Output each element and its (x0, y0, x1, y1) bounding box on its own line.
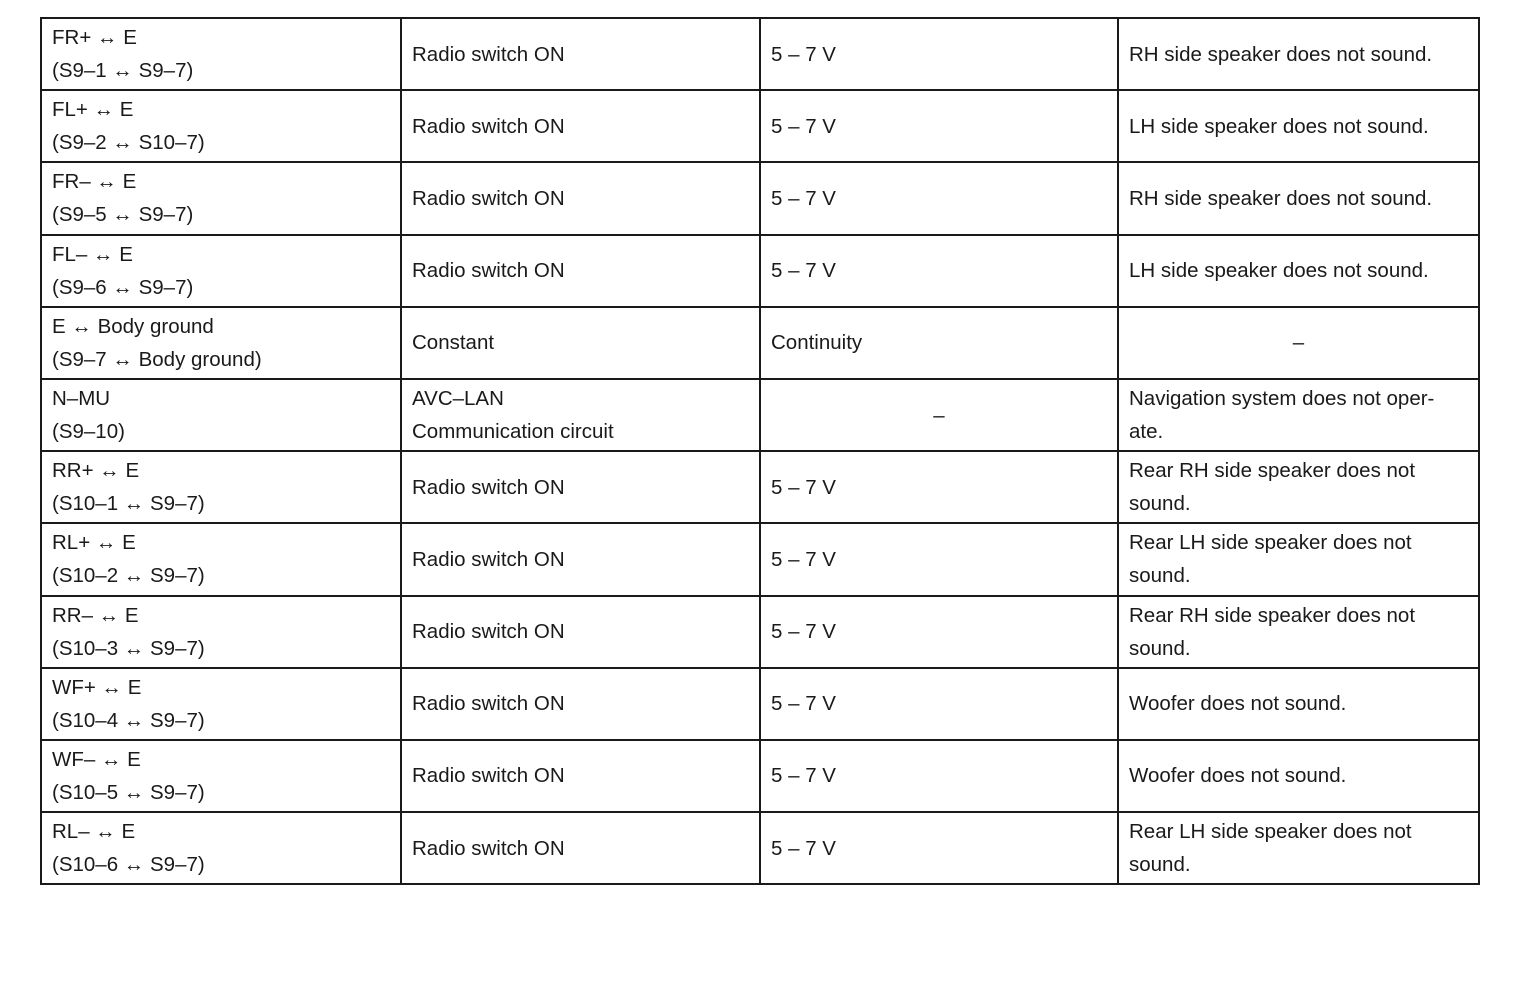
condition-text: Radio switch ON (412, 836, 565, 860)
terminal-symbol: RL– ↔ E (52, 820, 136, 844)
diagnosis-text-line2: ate. (1129, 420, 1164, 444)
diagnosis-text: Rear LH side speaker does not (1129, 531, 1412, 555)
table-row (41, 740, 1479, 812)
terminal-symbol: FR+ ↔ E (52, 26, 137, 50)
condition-cell (401, 235, 760, 307)
terminal-symbol: FL– ↔ E (52, 242, 133, 266)
terminal-cell (41, 812, 401, 884)
diagnosis-cell (1118, 162, 1479, 234)
diagnosis-text: – (1292, 331, 1305, 355)
terminal-cell (41, 523, 401, 595)
terminal-cell (41, 451, 401, 523)
condition-text: Radio switch ON (412, 186, 565, 210)
terminal-symbol: WF+ ↔ E (52, 675, 142, 699)
specified-condition-cell (760, 812, 1118, 884)
specified-condition-cell (760, 451, 1118, 523)
condition-text: Radio switch ON (412, 547, 565, 571)
diagnosis-text: RH side speaker does not sound. (1129, 42, 1433, 66)
terminal-number: (S10–3 ↔ S9–7) (52, 636, 205, 660)
terminal-number: (S9–2 ↔ S10–7) (52, 131, 205, 155)
condition-cell (401, 668, 760, 740)
specified-condition-text: 5 – 7 V (771, 836, 836, 860)
specified-condition-cell (760, 307, 1118, 379)
terminal-number: (S9–1 ↔ S9–7) (52, 59, 194, 83)
diagnosis-cell (1118, 523, 1479, 595)
terminal-number: (S10–4 ↔ S9–7) (52, 708, 205, 732)
diagnosis-text: Rear RH side speaker does not (1129, 459, 1416, 483)
diagnosis-cell (1118, 668, 1479, 740)
specified-condition-cell (760, 668, 1118, 740)
terminal-cell (41, 740, 401, 812)
terminal-symbol: RR+ ↔ E (52, 459, 140, 483)
table (40, 17, 1480, 885)
condition-text: Radio switch ON (412, 692, 565, 716)
terminal-cell (41, 379, 401, 451)
condition-cell (401, 307, 760, 379)
terminal-symbol: FR– ↔ E (52, 170, 137, 194)
condition-text: AVC–LAN (412, 387, 504, 411)
table-row (41, 307, 1479, 379)
specified-condition-text: 5 – 7 V (771, 764, 836, 788)
condition-text: Radio switch ON (412, 475, 565, 499)
condition-cell (401, 18, 760, 90)
table-row (41, 451, 1479, 523)
terminal-number: (S9–6 ↔ S9–7) (52, 275, 194, 299)
terminal-inspection-table (40, 17, 1478, 885)
table-row (41, 235, 1479, 307)
specified-condition-text: 5 – 7 V (771, 547, 836, 571)
terminal-cell (41, 18, 401, 90)
terminal-number: (S10–5 ↔ S9–7) (52, 780, 205, 804)
diagnosis-cell (1118, 307, 1479, 379)
condition-text: Constant (412, 331, 495, 355)
diagnosis-cell (1118, 379, 1479, 451)
specified-condition-cell (760, 235, 1118, 307)
terminal-symbol: WF– ↔ E (52, 747, 141, 771)
diagnosis-cell (1118, 740, 1479, 812)
diagnosis-cell (1118, 812, 1479, 884)
diagnosis-text-line2: sound. (1129, 853, 1191, 877)
condition-cell (401, 451, 760, 523)
diagnosis-text: LH side speaker does not sound. (1129, 114, 1429, 138)
diagnosis-cell (1118, 90, 1479, 162)
table-row (41, 812, 1479, 884)
specified-condition-text: 5 – 7 V (771, 114, 836, 138)
diagnosis-text: Rear LH side speaker does not (1129, 820, 1412, 844)
terminal-cell (41, 90, 401, 162)
condition-cell (401, 812, 760, 884)
diagnosis-cell (1118, 451, 1479, 523)
table-row (41, 162, 1479, 234)
terminal-symbol: RL+ ↔ E (52, 531, 136, 555)
diagnosis-text: RH side speaker does not sound. (1129, 186, 1433, 210)
diagnosis-text-line2: sound. (1129, 564, 1191, 588)
diagnosis-cell (1118, 18, 1479, 90)
condition-cell (401, 90, 760, 162)
table-row (41, 18, 1479, 90)
condition-text: Radio switch ON (412, 42, 565, 66)
specified-condition-cell (760, 740, 1118, 812)
condition-text: Radio switch ON (412, 764, 565, 788)
table-body (41, 18, 1479, 884)
terminal-symbol: E ↔ Body ground (52, 314, 214, 338)
table-row (41, 90, 1479, 162)
terminal-cell (41, 596, 401, 668)
terminal-number: (S10–1 ↔ S9–7) (52, 492, 205, 516)
terminal-cell (41, 235, 401, 307)
terminal-number: (S10–2 ↔ S9–7) (52, 564, 205, 588)
specified-condition-text: 5 – 7 V (771, 186, 836, 210)
diagnosis-text: Woofer does not sound. (1129, 692, 1347, 716)
diagnosis-text-line2: sound. (1129, 492, 1191, 516)
terminal-number: (S9–10) (52, 420, 125, 444)
terminal-number: (S9–5 ↔ S9–7) (52, 203, 194, 227)
specified-condition-text: 5 – 7 V (771, 692, 836, 716)
condition-cell (401, 596, 760, 668)
terminal-symbol: FL+ ↔ E (52, 98, 134, 122)
specified-condition-cell (760, 379, 1118, 451)
specified-condition-text: – (933, 403, 945, 427)
terminal-symbol: N–MU (52, 387, 111, 411)
specified-condition-cell (760, 596, 1118, 668)
specified-condition-text: Continuity (771, 331, 863, 355)
terminal-symbol: RR– ↔ E (52, 603, 139, 627)
diagnosis-text: Woofer does not sound. (1129, 764, 1347, 788)
diagnosis-text: LH side speaker does not sound. (1129, 259, 1429, 283)
diagnosis-cell (1118, 235, 1479, 307)
table-row (41, 379, 1479, 451)
specified-condition-text: 5 – 7 V (771, 259, 836, 283)
terminal-cell (41, 307, 401, 379)
diagnosis-text: Rear RH side speaker does not (1129, 603, 1416, 627)
terminal-cell (41, 162, 401, 234)
specified-condition-cell (760, 90, 1118, 162)
specified-condition-cell (760, 162, 1118, 234)
specified-condition-text: 5 – 7 V (771, 475, 836, 499)
condition-text-line2: Communication circuit (412, 420, 614, 444)
diagnosis-text-line2: sound. (1129, 636, 1191, 660)
table-row (41, 523, 1479, 595)
terminal-number: (S9–7 ↔ Body ground) (52, 347, 262, 371)
terminal-cell (41, 668, 401, 740)
specified-condition-text: 5 – 7 V (771, 620, 836, 644)
specified-condition-text: 5 – 7 V (771, 42, 836, 66)
specified-condition-cell (760, 523, 1118, 595)
condition-text: Radio switch ON (412, 114, 565, 138)
condition-cell (401, 523, 760, 595)
specified-condition-cell (760, 18, 1118, 90)
table-row (41, 668, 1479, 740)
condition-text: Radio switch ON (412, 259, 565, 283)
table-row (41, 596, 1479, 668)
condition-cell (401, 162, 760, 234)
condition-text: Radio switch ON (412, 620, 565, 644)
condition-cell (401, 740, 760, 812)
condition-cell (401, 379, 760, 451)
diagnosis-text: Navigation system does not oper- (1129, 387, 1435, 411)
diagnosis-cell (1118, 596, 1479, 668)
terminal-number: (S10–6 ↔ S9–7) (52, 853, 205, 877)
